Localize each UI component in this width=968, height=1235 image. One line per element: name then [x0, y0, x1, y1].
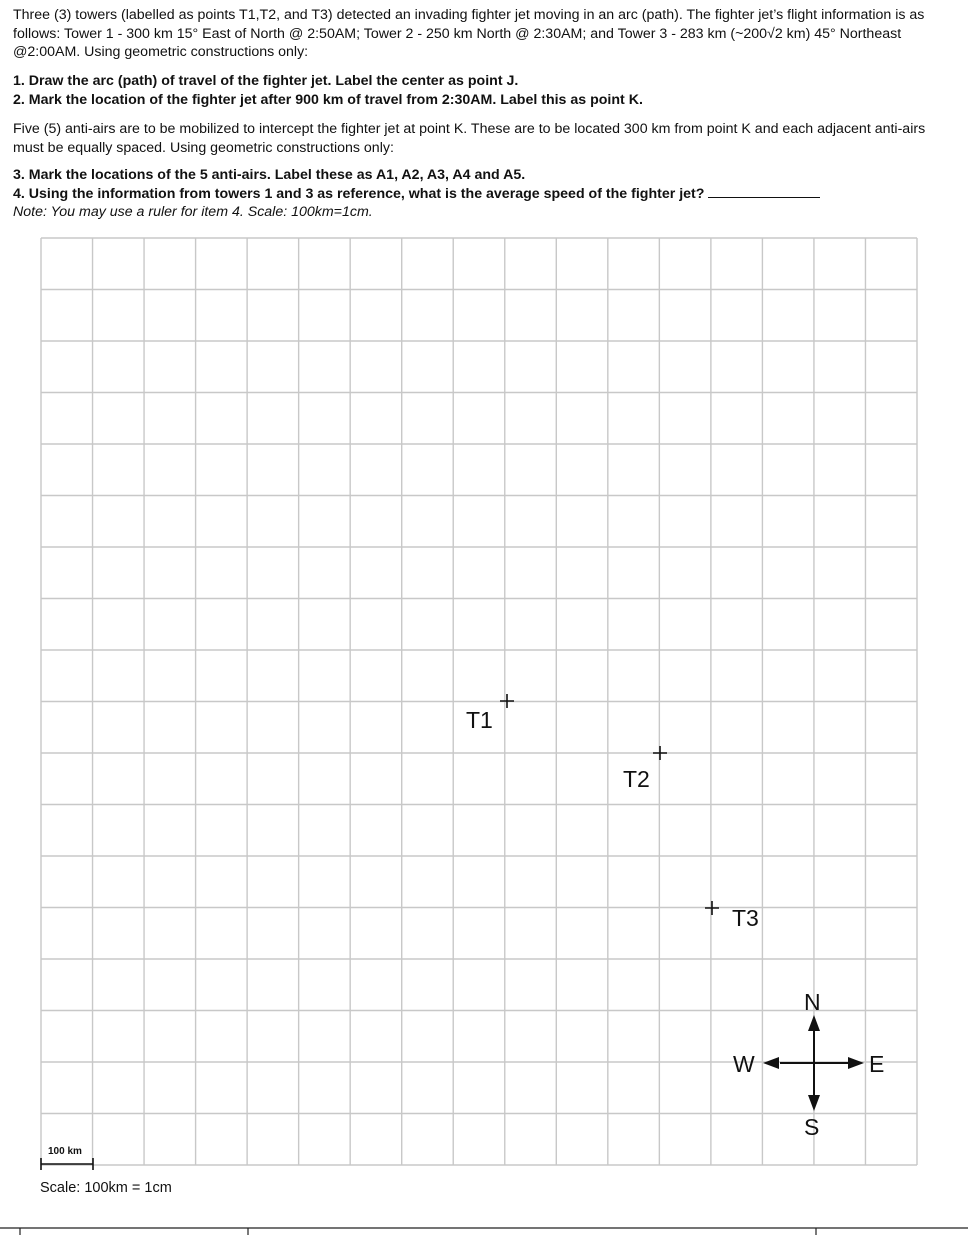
question-2: 2. Mark the location of the fighter jet after 900 km of travel from 2:30AM. Label this as point K. [13, 91, 643, 108]
south-arrow-icon [808, 1095, 820, 1111]
compass-east-label: E [869, 1051, 885, 1077]
tower-t1-label: T1 [466, 707, 493, 733]
scale-caption: Scale: 100km = 1cm [40, 1180, 172, 1196]
scale-bar-label: 100 km [48, 1146, 82, 1157]
compass-west-label: W [733, 1051, 755, 1077]
question-4-text: 4. Using the information from towers 1 and 3 as reference, what is the average speed of the fighter jet? [13, 185, 705, 202]
compass-south-label: S [804, 1114, 820, 1140]
compass-north-label: N [804, 989, 821, 1015]
tower-t2-marker [653, 746, 667, 760]
page-bottom-rule [0, 1228, 968, 1235]
note: Note: You may use a ruler for item 4. Scale: 100km=1cm. [13, 204, 373, 220]
tower-t1-marker [500, 694, 514, 708]
tower-t3 [705, 901, 759, 931]
tower-t3-label: T3 [732, 905, 759, 931]
scale-bar [41, 1158, 93, 1170]
question-3: 3. Mark the locations of the 5 anti-airs. Label these as A1, A2, A3, A4 and A5. [13, 167, 526, 183]
north-arrow-icon [808, 1015, 820, 1031]
question-1: 1. Draw the arc (path) of travel of the fighter jet. Label the center as point J. [13, 73, 519, 89]
problem-intro: Three (3) towers (labelled as points T1,T2, and T3) detected an invading fighter jet moving in an arc (path). The fighter jet’s flight information is as follows: Tower 1 - 300 km 15° East of North @ 2:50AM; Tower 2 - 250 km North @ 2:30AM; and Tower 3 - 283 km (~200√2 km) 45° Northeast @2:00AM. Using geometric constructions only: [13, 7, 925, 60]
tower-t1 [466, 694, 514, 733]
tower-t3-marker [705, 901, 719, 915]
grid [41, 238, 917, 1165]
east-arrow-icon [848, 1057, 864, 1069]
compass-rose [733, 989, 884, 1140]
tower-t2-label: T2 [623, 766, 650, 792]
anti-air-paragraph: Five (5) anti-airs are to be mobilized to intercept the fighter jet at point K. These are to be located 300 km from point K and each adjacent anti-airs must be equally spaced. Using geometric constructions only: [13, 121, 926, 156]
west-arrow-icon [763, 1057, 779, 1069]
